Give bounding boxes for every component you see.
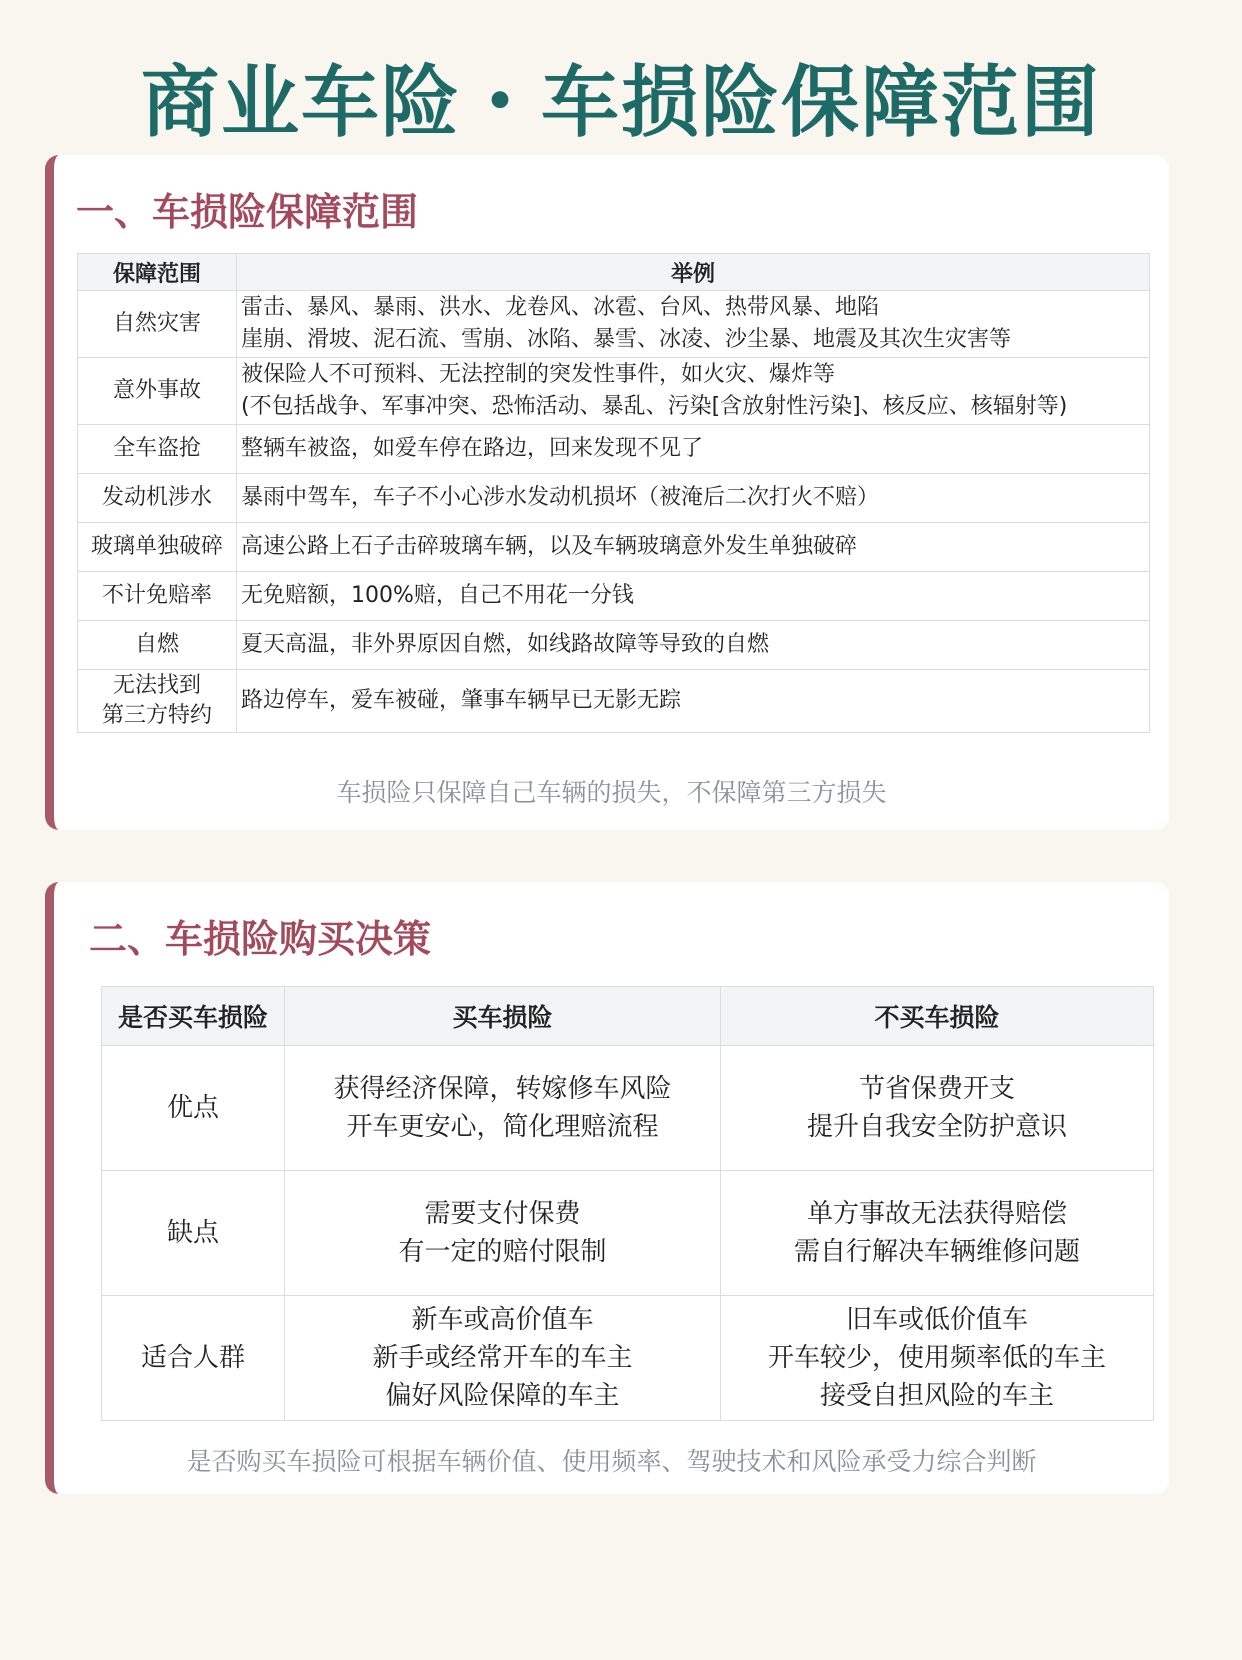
column-header: 是否买车损险 — [102, 987, 285, 1046]
category-cell: 自燃 — [78, 621, 237, 670]
cell-line: 提升自我安全防护意识 — [806, 1112, 1067, 1142]
table-row — [78, 572, 1150, 621]
column-header: 保障范围 — [78, 254, 237, 291]
row-label: 缺点 — [102, 1171, 285, 1296]
cell-line: 偏好风险保障的车主 — [385, 1381, 620, 1411]
buy-cell — [285, 1296, 721, 1421]
cell-line: 新车或高价值车 — [411, 1305, 594, 1335]
column-header: 买车损险 — [285, 987, 721, 1046]
cell-line: 新手或经常开车的车主 — [372, 1343, 633, 1373]
cell-line: 开车较少，使用频率低的车主 — [767, 1343, 1106, 1373]
section-heading: 一、车损险保障范围 — [76, 190, 419, 234]
nobuy-cell — [721, 1046, 1154, 1171]
cell-line: 获得经济保障，转嫁修车风险 — [333, 1074, 672, 1104]
table-row — [78, 425, 1150, 474]
category-cell: 全车盗抢 — [78, 425, 237, 474]
cell-line: 接受自担风险的车主 — [819, 1381, 1054, 1411]
table-row — [78, 291, 1150, 358]
table-row — [102, 1296, 1154, 1421]
footnote: 车损险只保障自己车辆的损失，不保障第三方损失 — [336, 778, 887, 807]
example-line: (不包括战争、军事冲突、恐怖活动、暴乱、污染[含放射性污染]、核反应、核辐射等) — [241, 394, 1068, 419]
example-cell: 路边停车，爱车被碰，肇事车辆早已无影无踪 — [237, 670, 1150, 733]
example-cell — [237, 358, 1150, 425]
page-title: 商业车险・车损险保障范围 — [140, 58, 1101, 148]
category-cell: 发动机涉水 — [78, 474, 237, 523]
example-cell: 无免赔额，100%赔，自己不用花一分钱 — [237, 572, 1150, 621]
cell-line: 旧车或低价值车 — [845, 1305, 1028, 1335]
example-line: 崖崩、滑坡、泥石流、雪崩、冰陷、暴雪、冰凌、沙尘暴、地震及其次生灾害等 — [241, 327, 1012, 352]
table-row — [78, 474, 1150, 523]
example-cell: 暴雨中驾车，车子不小心涉水发动机损坏（被淹后二次打火不赔） — [237, 474, 1150, 523]
table-row — [102, 1171, 1154, 1296]
table-row — [78, 670, 1150, 733]
nobuy-cell — [721, 1171, 1154, 1296]
row-label: 优点 — [102, 1046, 285, 1171]
example-cell: 整辆车被盗，如爱车停在路边，回来发现不见了 — [237, 425, 1150, 474]
row-label: 适合人群 — [102, 1296, 285, 1421]
cell-line: 节省保费开支 — [858, 1074, 1015, 1104]
category-cell: 无法找到 第三方特约 — [78, 670, 237, 733]
cell-line: 需自行解决车辆维修问题 — [793, 1237, 1080, 1267]
category-cell: 玻璃单独破碎 — [78, 523, 237, 572]
cell-line: 需要支付保费 — [424, 1199, 581, 1229]
section-heading: 二、车损险购买决策 — [89, 917, 432, 961]
table-row — [78, 358, 1150, 425]
table-header-row — [102, 987, 1154, 1046]
cell-line: 有一定的赔付限制 — [398, 1237, 607, 1267]
coverage-card — [45, 155, 1169, 830]
buy-cell — [285, 1046, 721, 1171]
decision-card — [45, 882, 1169, 1494]
table-header-row — [78, 254, 1150, 291]
cell-line: 单方事故无法获得赔偿 — [806, 1199, 1067, 1229]
category-cell: 意外事故 — [78, 358, 237, 425]
example-cell: 高速公路上石子击碎玻璃车辆，以及车辆玻璃意外发生单独破碎 — [237, 523, 1150, 572]
example-cell: 夏天高温，非外界原因自燃，如线路故障等导致的自燃 — [237, 621, 1150, 670]
footnote: 是否购买车损险可根据车辆价值、使用频率、驾驶技术和风险承受力综合判断 — [186, 1447, 1037, 1476]
decision-table — [101, 986, 1154, 1421]
category-cell: 不计免赔率 — [78, 572, 237, 621]
nobuy-cell — [721, 1296, 1154, 1421]
example-cell — [237, 291, 1150, 358]
column-header: 不买车损险 — [721, 987, 1154, 1046]
table-row — [78, 523, 1150, 572]
table-row — [102, 1046, 1154, 1171]
coverage-table — [77, 253, 1150, 733]
column-header: 举例 — [237, 254, 1150, 291]
example-line: 雷击、暴风、暴雨、洪水、龙卷风、冰雹、台风、热带风暴、地陷 — [241, 295, 880, 320]
table-row — [78, 621, 1150, 670]
cell-line: 开车更安心，简化理赔流程 — [346, 1112, 659, 1142]
buy-cell — [285, 1171, 721, 1296]
category-cell: 自然灾害 — [78, 291, 237, 358]
example-line: 被保险人不可预料、无法控制的突发性事件，如火灾、爆炸等 — [241, 362, 836, 387]
